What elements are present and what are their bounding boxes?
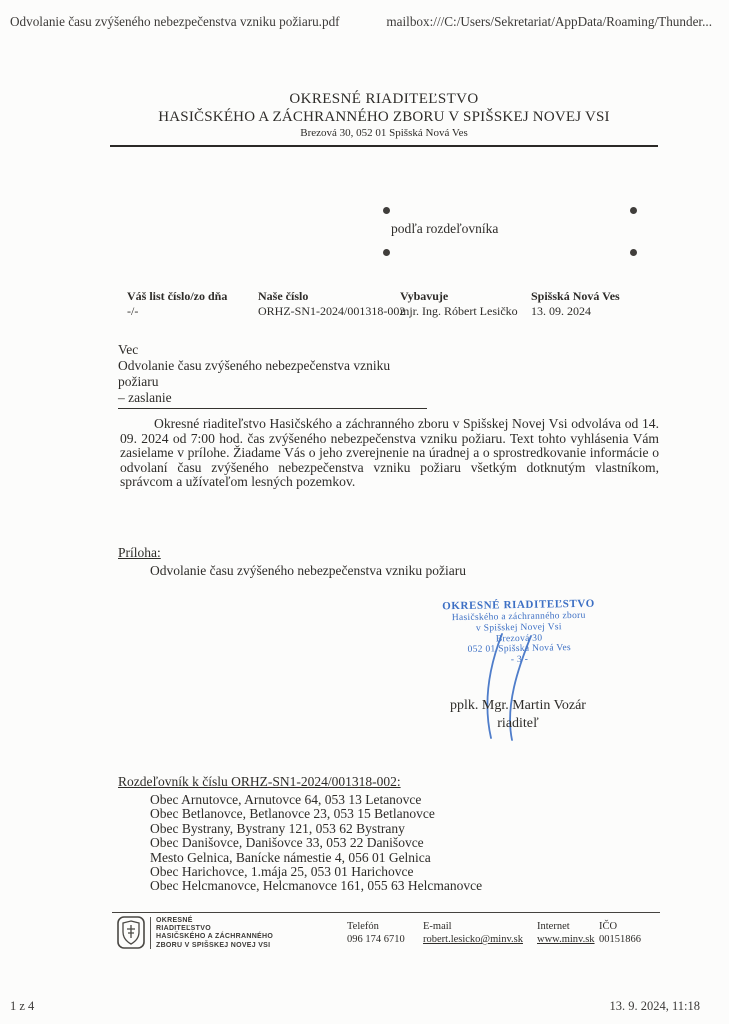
stamp-line: OKRESNÉ RIADITEĽSTVO	[442, 597, 595, 613]
footer-contact-phone	[347, 920, 405, 946]
signatory-block	[430, 697, 606, 733]
letterhead-address: Brezová 30, 052 01 Spišská Nová Ves	[300, 127, 468, 139]
footer-org-line: RIADITEĽSTVO	[156, 925, 211, 933]
footer-contact-internet	[537, 920, 595, 946]
body-paragraph: Okresné riaditeľstvo Hasičského a záchranného zboru v Spišskej Novej Vsi odvoláva od 14. 09. 2024 od 7:00 hod. čas zvýšeného nebezpečenstva vzniku požiaru. Text tohto vyhlásenia Vám zasielame v prílohe. Žiadame Vás o jeho zverejnenie na úradnej a o sprostredkovanie informácie o odvolaní času zvýšeného nebezpečenstva vzniku požiaru všetkým dotknutým vlastníkom, správcom a užívateľom lesných pozemkov.	[120, 416, 659, 490]
signatory-title: riaditeľ	[497, 716, 539, 731]
reference-label: Vybavuje	[400, 289, 449, 303]
reference-value: ORHZ-SN1-2024/001318-002	[258, 303, 406, 318]
stamp-line: Hasičského a záchranného zboru	[451, 610, 586, 624]
reference-col-place-date	[531, 289, 620, 318]
contact-value: 00151866	[599, 934, 641, 945]
contact-email-link: robert.lesicko@minv.sk	[423, 934, 523, 945]
distribution-item: Obec Arnutovce, Arnutovce 64, 053 13 Letanovce	[150, 792, 422, 807]
distribution-item: Obec Helcmanovce, Helcmanovce 161, 055 63 Helcmanovce	[150, 878, 483, 894]
attachment-label: Príloha:	[118, 545, 161, 560]
print-timestamp: 13. 9. 2024, 11:18	[609, 999, 700, 1013]
footer-logo-separator	[150, 917, 151, 949]
reference-label: Váš list číslo/zo dňa	[127, 289, 228, 303]
reference-col-handled-by	[400, 289, 518, 318]
page-number: 1 z 4	[10, 999, 35, 1013]
signatory-name: pplk. Mgr. Martin Vozár	[450, 698, 586, 713]
footer-org-line: OKRESNÉ	[156, 917, 193, 924]
subject-label: Vec	[118, 342, 139, 357]
registration-dot	[383, 207, 390, 214]
contact-label: IČO	[599, 921, 618, 932]
reference-col-your-ref	[127, 289, 227, 318]
contact-label: Telefón	[347, 921, 379, 932]
distribution-item: Obec Bystrany, Bystrany 121, 053 62 Bystrany	[150, 820, 405, 836]
reference-value: -/-	[127, 303, 139, 318]
reference-label: Naše číslo	[258, 289, 309, 303]
reference-value: 13. 09. 2024	[531, 303, 591, 318]
contact-web-link: www.minv.sk	[537, 934, 595, 945]
stamp-line: Brezová 30	[495, 633, 543, 644]
letterhead-org-line1: OKRESNÉ RIADITEĽSTVO	[289, 91, 479, 107]
reference-value: mjr. Ing. Róbert Lesičko	[400, 303, 518, 318]
stamp-line: v Spišskej Novej Vsi	[475, 622, 562, 634]
registration-dot	[630, 249, 637, 256]
attachment-block	[118, 545, 466, 579]
distribution-item: Mesto Gelnica, Banícke námestie 4, 056 01 Gelnica	[150, 849, 431, 865]
registration-dot	[630, 207, 637, 214]
distribution-list	[118, 773, 482, 894]
print-header	[10, 14, 712, 30]
document-filename: Odvolanie času zvýšeného nebezpečenstva vzniku požiaru.pdf	[10, 14, 340, 29]
footer-contact-ico	[599, 920, 641, 946]
footer-org-name	[156, 917, 273, 950]
footer-contact-email	[423, 920, 523, 946]
document-source-path: mailbox:///C:/Users/Sekretariat/AppData/Roaming/Thunder...	[386, 14, 712, 29]
distribution-item: Obec Danišovce, Danišovce 33, 053 22 Danišovce	[150, 835, 424, 851]
letterhead-org-line2: HASIČSKÉHO A ZÁCHRANNÉHO ZBORU V SPIŠSKEJ NOVEJ VSI	[158, 109, 610, 125]
subject-line2: – zaslanie	[118, 390, 172, 405]
subject-line1: Odvolanie času zvýšeného nebezpečenstva vzniku požiaru	[118, 358, 391, 389]
footer-org-line: HASIČSKÉHO A ZÁCHRANNÉHO	[156, 933, 274, 941]
fire-service-emblem-icon	[117, 916, 145, 949]
distribution-item: Obec Betlanovce, Betlanovce 23, 053 15 Betlanovce	[150, 806, 435, 822]
attachment-item: Odvolanie času zvýšeného nebezpečenstva vzniku požiaru	[150, 563, 466, 578]
footer-org-line: ZBORU V SPIŠSKEJ NOVEJ VSI	[156, 941, 271, 949]
distribution-item: Obec Harichovce, 1.mája 25, 053 01 Harichovce	[150, 864, 414, 880]
contact-label: E-mail	[423, 921, 452, 932]
letterhead	[110, 90, 658, 147]
stamp-line: 052 01 Spišská Nová Ves	[467, 643, 572, 656]
footer-divider-line	[112, 912, 660, 913]
reference-label: Spišská Nová Ves	[531, 289, 620, 303]
contact-value: 096 174 6710	[347, 934, 405, 945]
distribution-items	[150, 793, 482, 894]
stamp-line: - 3 -	[510, 655, 529, 666]
distribution-heading: Rozdeľovník k číslu ORHZ-SN1-2024/001318-002:	[118, 774, 401, 789]
subject-block	[118, 342, 427, 409]
reference-col-our-ref	[258, 289, 405, 318]
recipient-line: podľa rozdeľovníka	[391, 221, 499, 236]
contact-label: Internet	[537, 921, 570, 932]
registration-dot	[383, 249, 390, 256]
